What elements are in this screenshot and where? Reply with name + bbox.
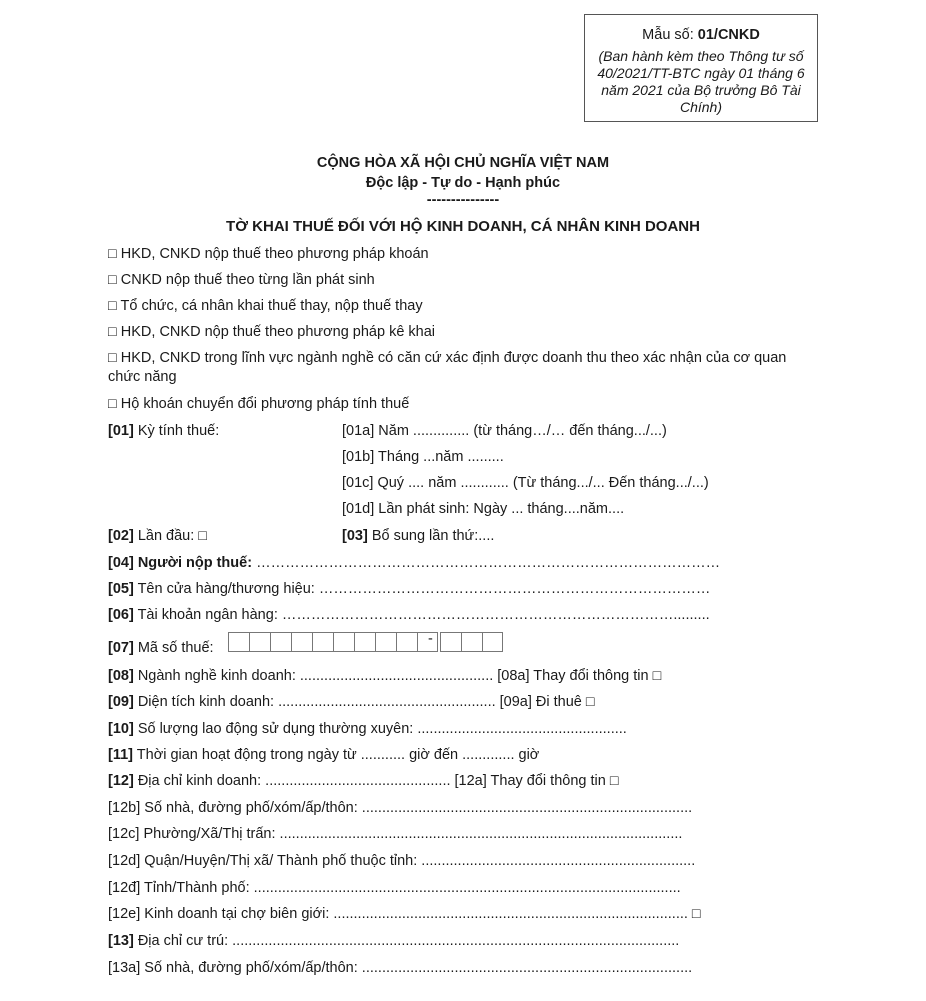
option-method-change[interactable]: □ Hộ khoán chuyển đổi phương pháp tính thuế [108, 396, 410, 412]
nation-heading: CỘNG HÒA XÃ HỘI CHỦ NGHĨA VIỆT NAM [316, 155, 610, 171]
field-09-business-area[interactable]: [09] Diện tích kinh doanh: ...................................................... [09a] Đi thuê □ [108, 694, 595, 710]
field-01a[interactable]: [01a] Năm .............. (từ tháng…/… đến tháng.../...) [342, 423, 667, 439]
field-03[interactable]: [03] Bổ sung lần thứ:.... [342, 528, 495, 544]
tax-code-boxes[interactable] [228, 632, 438, 652]
field-12dd[interactable]: [12đ] Tỉnh/Thành phố: .......................................................................................................... [108, 880, 681, 896]
field-10-employees[interactable]: [10] Số lượng lao động sử dụng thường xuyên: .................................................... [108, 721, 627, 737]
field-11-hours[interactable]: [11] Thời gian hoạt động trong ngày từ ........... giờ đến ............. giờ [108, 747, 540, 763]
field-01c[interactable]: [01c] Quý .... năm ............ (Từ tháng.../... Đến tháng.../...) [342, 475, 709, 491]
option-proxy-filing[interactable]: □ Tổ chức, cá nhân khai thuế thay, nộp thuế thay [108, 298, 423, 314]
field-12c[interactable]: [12c] Phường/Xã/Thị trấn: .................................................................................................... [108, 826, 683, 842]
issuance-note: (Ban hành kèm theo Thông tư số 40/2021/TT-BTC ngày 01 tháng 6 năm 2021 của Bộ trưởng Bô Tài Chính) [597, 48, 805, 115]
motto: Độc lập - Tự do - Hạnh phúc [365, 175, 561, 191]
field-01b[interactable]: [01b] Tháng ...năm ......... [342, 449, 504, 465]
field-01d[interactable]: [01d] Lần phát sinh: Ngày ... tháng....năm.... [342, 501, 625, 517]
divider: --------------- [426, 192, 500, 208]
option-revenue-confirmed[interactable]: □ HKD, CNKD trong lĩnh vực ngành nghề có căn cứ xác định được doanh thu theo xác nhận của cơ quan [108, 350, 787, 366]
field-05-store-name[interactable]: [05] Tên cửa hàng/thương hiệu: ……………………………………………………………………… [108, 581, 711, 597]
option-revenue-confirmed-cont: chức năng [108, 369, 177, 385]
field-13a[interactable]: [13a] Số nhà, đường phố/xóm/ấp/thôn: .................................................................................. [108, 960, 693, 976]
field-12-address[interactable]: [12] Địa chỉ kinh doanh: .............................................. [12a] Thay đổi thông tin □ [108, 773, 619, 789]
field-07-tax-code-label: [07] Mã số thuế: [108, 640, 214, 656]
tax-code-branch-boxes[interactable] [440, 632, 503, 652]
field-12e[interactable]: [12e] Kinh doanh tại chợ biên giới: ........................................................................................ □ [108, 906, 701, 922]
form-number: Mẫu số: 01/CNKD [642, 27, 760, 43]
field-12b[interactable]: [12b] Số nhà, đường phố/xóm/ấp/thôn: .................................................................................. [108, 800, 693, 816]
tax-code-separator: - [428, 631, 433, 647]
field-04-taxpayer[interactable]: [04] Người nộp thuế: …………………………………………………………………………………… [108, 555, 721, 571]
field-06-bank-account[interactable]: [06] Tài khoản ngân hàng: ………………………………………………………………………......... [108, 607, 710, 623]
field-01: [01] Kỳ tính thuế: [108, 423, 220, 439]
field-12d[interactable]: [12d] Quận/Huyện/Thị xã/ Thành phố thuộc tỉnh: .................................................................... [108, 853, 696, 869]
form-code-box [584, 14, 818, 122]
field-02[interactable]: [02] Lần đầu: □ [108, 528, 208, 544]
form-title: TỜ KHAI THUẾ ĐỐI VỚI HỘ KINH DOANH, CÁ NHÂN KINH DOANH [226, 218, 700, 235]
option-declaration[interactable]: □ HKD, CNKD nộp thuế theo phương pháp kê khai [108, 324, 436, 340]
option-flat-rate[interactable]: □ HKD, CNKD nộp thuế theo phương pháp khoán [108, 246, 429, 262]
option-per-occurrence[interactable]: □ CNKD nộp thuế theo từng lần phát sinh [108, 272, 375, 288]
field-13-residence[interactable]: [13] Địa chỉ cư trú: ............................................................................................................... [108, 933, 680, 949]
field-08-business-line[interactable]: [08] Ngành nghề kinh doanh: ................................................ [08a] Thay đổi thông tin □ [108, 668, 662, 684]
